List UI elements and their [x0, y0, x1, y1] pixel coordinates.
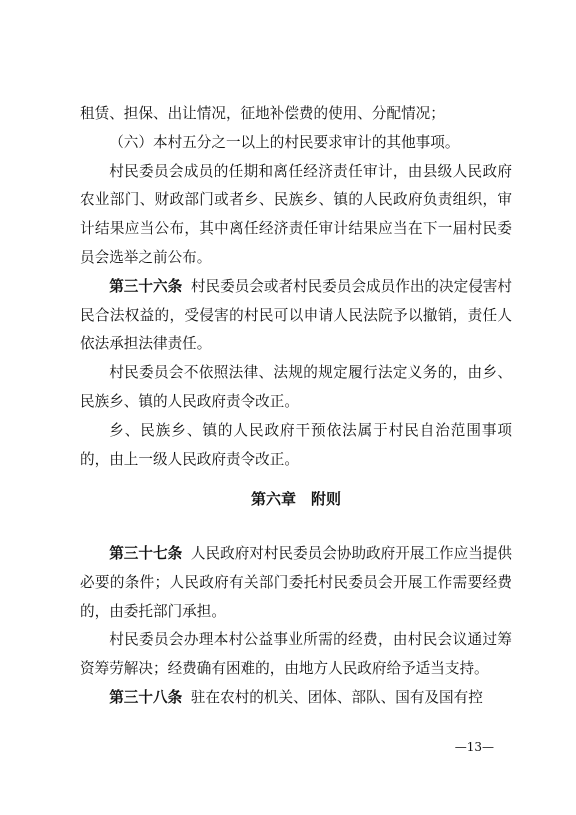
article-label: 第三十八条 — [109, 688, 183, 706]
paragraph-text: （六）本村五分之一以上的村民要求审计的其他事项。 — [109, 133, 460, 151]
paragraph-text: 乡、民族乡、镇的人民政府干预依法属于村民自治范围事项的，由上一级人民政府责令改正。 — [80, 421, 512, 468]
paragraph — [80, 684, 512, 713]
article-label: 第三十七条 — [109, 545, 183, 562]
text-block-lower — [80, 540, 512, 713]
paragraph-text: 村民委员会或者村民委员会成员作出的决定侵害村民合法权益的，受侵害的村民可以申请人民法院予以撤销，责任人依法承担法律责任。 — [80, 277, 512, 353]
paragraph — [80, 100, 512, 129]
page-number: —13— — [454, 740, 494, 754]
paragraph — [80, 540, 512, 626]
paragraph — [80, 273, 512, 359]
chapter-title: 第六章 附则 — [250, 490, 341, 508]
paragraph — [80, 129, 512, 158]
paragraph — [80, 417, 512, 475]
text-block-upper — [80, 100, 512, 474]
article-label: 第三十六条 — [109, 277, 183, 295]
paragraph-text: 租赁、担保、出让情况，征地补偿费的使用、分配情况； — [80, 105, 445, 122]
paragraph-text: 村民委员会不依照法律、法规的规定履行法定义务的，由乡、民族乡、镇的人民政府责令改正。 — [80, 364, 512, 410]
paragraph-text: 驻在农村的机关、团体、部队、国有及国有控 — [190, 688, 483, 706]
paragraph — [80, 158, 512, 273]
paragraph — [80, 359, 512, 417]
paragraph — [80, 626, 512, 684]
paragraph-text: 村民委员会成员的任期和离任经济责任审计，由县级人民政府农业部门、财政部门或者乡、民族乡、镇的人民政府负责组织，审计结果应当公布，其中离任经济责任审计结果应当在下一届村民委员会选举之前公布。 — [80, 162, 512, 266]
paragraph-text: 人民政府对村民委员会协助政府开展工作应当提供必要的条件；人民政府有关部门委托村民委员会开展工作需要经费的，由委托部门承担。 — [80, 545, 512, 620]
paragraph-text: 村民委员会办理本村公益事业所需的经费，由村民会议通过筹资筹劳解决；经费确有困难的，由地方人民政府给予适当支持。 — [80, 631, 512, 678]
